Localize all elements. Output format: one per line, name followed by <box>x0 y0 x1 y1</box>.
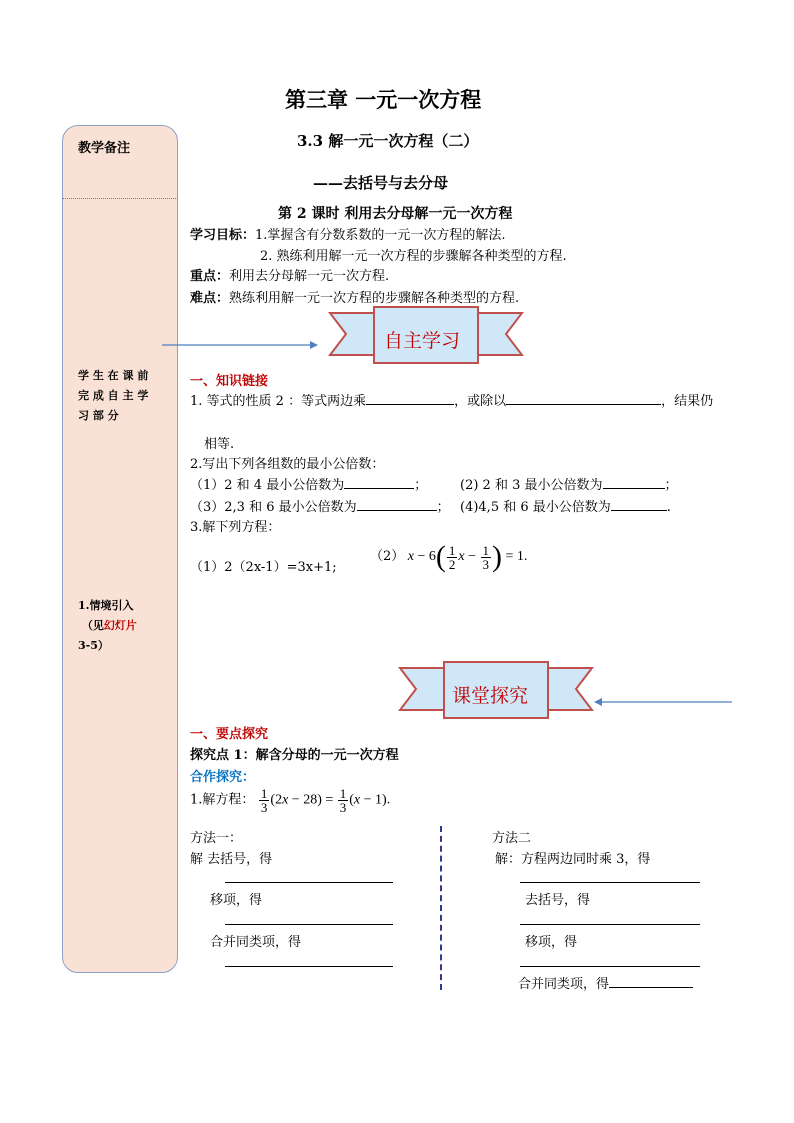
answer-line <box>520 966 700 967</box>
question-2-4: (4)4,5 和 6 最小公倍数为 . <box>460 500 671 515</box>
method-1-title: 方法一： <box>190 831 243 846</box>
question-3: 3.解下列方程： <box>190 520 281 535</box>
method-2-step-1: 解：方程两边同时乘 3，得 <box>495 852 651 867</box>
explore-point-1: 探究点 1：解含分母的一元一次方程 <box>190 748 399 763</box>
difficulty: 难点：熟练利用解一元一次方程的步骤解各种类型的方程. <box>190 291 520 306</box>
learning-goal-1: 学习目标：1.掌握含有分数系数的一元一次方程的解法. <box>190 228 506 243</box>
question-2: 2.写出下列各组数的最小公倍数： <box>190 457 385 472</box>
self-study-banner-label: 自主学习 <box>384 330 461 352</box>
explore-equation: 1.解方程： $\frac{1}{3}$ (2x − 28) = $\frac{1}{3}$ (x − 1). <box>190 786 391 815</box>
knowledge-heading: 一、知识链接 <box>190 374 269 389</box>
method-2-step-2: 去括号，得 <box>525 893 591 908</box>
section-subtitle: ——去括号与去分母 <box>313 174 449 192</box>
method-2-step-4: 合并同类项，得 <box>518 973 693 992</box>
answer-line <box>520 882 700 883</box>
method-1-step-1: 解 去括号，得 <box>190 852 273 867</box>
question-1-cont: 相等. <box>204 437 235 452</box>
cooperative-explore: 合作探究： <box>190 770 256 785</box>
method-2-title: 方法二 <box>492 831 532 846</box>
key-point: 重点：利用去分母解一元一次方程. <box>190 269 390 284</box>
sidebar-divider <box>62 198 178 199</box>
teaching-notes-sidebar <box>62 125 178 973</box>
question-2-1: （1）2 和 4 最小公倍数为 ； <box>190 478 428 493</box>
chapter-title: 第三章 一元一次方程 <box>285 87 482 112</box>
equation-1: （1）2（2x-1）=3x+1; <box>190 560 337 575</box>
question-1: 1. 等式的性质 2 ：等式两边乘 ，或除以 ，结果仍 <box>190 394 714 409</box>
arrow-right-icon <box>162 338 320 352</box>
class-explore-banner-label: 课堂探究 <box>452 685 529 707</box>
answer-line <box>225 924 393 925</box>
lesson-title: 第 2 课时 利用去分母解一元一次方程 <box>278 206 513 222</box>
question-2-3: （3）2,3 和 6 最小公倍数为 ； <box>190 500 450 515</box>
sidebar-header: 教学备注 <box>78 141 131 156</box>
sidebar-note-2: 1.情境引入 （见幻灯片 3-5） <box>78 599 137 652</box>
method-1-step-3: 合并同类项，得 <box>210 935 302 950</box>
answer-line <box>225 882 393 883</box>
method-1-step-2: 移项，得 <box>210 893 263 908</box>
explore-heading: 一、要点探究 <box>190 727 269 742</box>
answer-line <box>520 924 700 925</box>
question-2-2: (2) 2 和 3 最小公倍数为 ； <box>460 478 678 493</box>
method-2-step-3: 移项，得 <box>525 935 578 950</box>
method-divider <box>440 826 442 990</box>
answer-line <box>225 966 393 967</box>
equation-2: （2） x − 6( $\frac{1}{2}$ x − $\frac{1}{3}$ ) = 1. <box>370 540 528 573</box>
arrow-left-icon <box>594 695 734 709</box>
learning-goal-2: 2. 熟练利用解一元一次方程的步骤解各种类型的方程. <box>260 249 567 264</box>
sidebar-note-1: 学 生 在 课 前 完 成 自 主 学 习 部 分 <box>78 369 149 422</box>
section-title: 3.3 解一元一次方程（二） <box>297 132 479 150</box>
